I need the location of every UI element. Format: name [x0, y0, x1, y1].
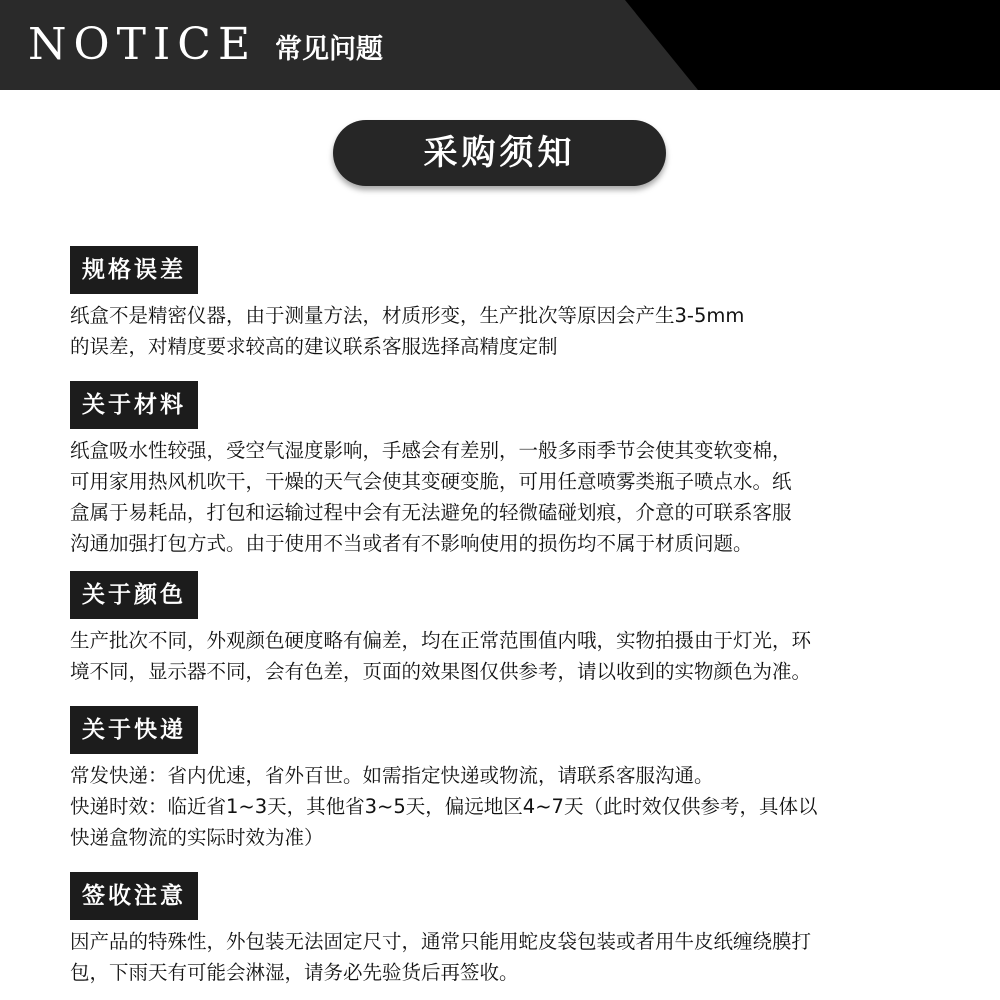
body-line: 的误差，对精度要求较高的建议联系客服选择高精度定制	[70, 335, 558, 358]
body-line: 生产批次不同，外观颜色硬度略有偏差，均在正常范围值内哦，实物拍摄由于灯光，环	[70, 629, 812, 652]
section-color	[70, 571, 990, 687]
section-tag: 关于快递	[70, 706, 198, 754]
body-line: 纸盒不是精密仪器，由于测量方法，材质形变，生产批次等原因会产生3-5mm	[70, 304, 745, 327]
body-line: 快递盒物流的实际时效为准）	[70, 826, 324, 849]
body-line: 因产品的特殊性，外包装无法固定尺寸，通常只能用蛇皮袋包装或者用牛皮纸缠绕膜打	[70, 930, 812, 953]
body-line: 境不同，显示器不同，会有色差，页面的效果图仅供参考，请以收到的实物颜色为准。	[70, 660, 812, 683]
body-line: 盒属于易耗品，打包和运输过程中会有无法避免的轻微磕碰划痕，介意的可联系客服	[70, 501, 792, 524]
section-spec-tolerance	[70, 246, 990, 362]
section-materials	[70, 381, 990, 559]
section-body	[70, 625, 990, 687]
section-receipt	[70, 872, 990, 988]
section-body	[70, 300, 990, 362]
banner-pill: 采购须知	[333, 120, 666, 186]
body-line: 纸盒吸水性较强，受空气湿度影响，手感会有差别，一般多雨季节会使其变软变棉，	[70, 439, 792, 462]
section-tag: 关于颜色	[70, 571, 198, 619]
section-tag: 签收注意	[70, 872, 198, 920]
header-subtitle: 常见问题	[275, 34, 383, 65]
header-title: NOTICE	[28, 19, 258, 70]
section-body	[70, 926, 990, 988]
section-tag: 关于材料	[70, 381, 198, 429]
body-line: 可用家用热风机吹干，干燥的天气会使其变硬变脆，可用任意喷雾类瓶子喷点水。纸	[70, 470, 792, 493]
body-line: 沟通加强打包方式。由于使用不当或者有不影响使用的损伤均不属于材质问题。	[70, 532, 753, 555]
body-line: 常发快递：省内优速，省外百世。如需指定快递或物流，请联系客服沟通。	[70, 764, 714, 787]
body-line: 包，下雨天有可能会淋湿，请务必先验货后再签收。	[70, 961, 519, 984]
section-tag: 规格误差	[70, 246, 198, 294]
section-body	[70, 760, 990, 853]
body-line: 快递时效：临近省1~3天，其他省3~5天，偏远地区4~7天（此时效仅供参考，具体以	[70, 795, 818, 818]
section-shipping	[70, 706, 990, 853]
section-body	[70, 435, 990, 559]
